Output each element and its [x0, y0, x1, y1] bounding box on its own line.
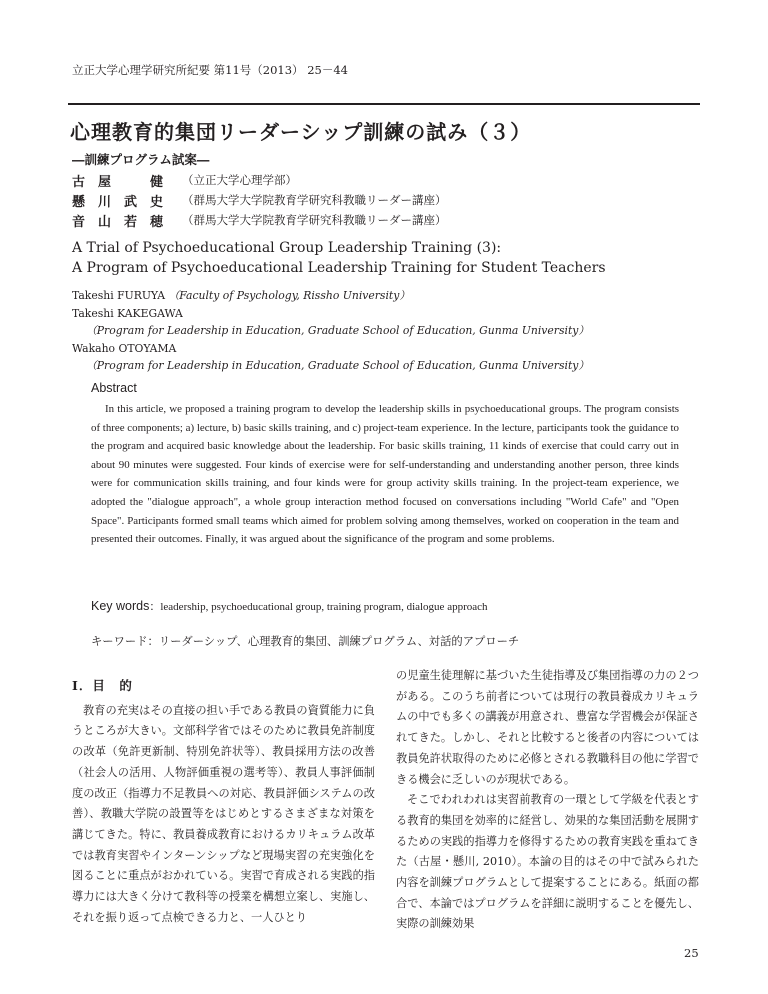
- author-en-name: Takeshi FURUYA: [72, 289, 166, 302]
- authors-english: [72, 287, 589, 375]
- body-paragraph: そこでわれわれは実習前教育の一環として学級を代表とする教育的集団を効率的に経営し、効果的な集団活動を展開するための実践的指導力を修得するための教育実践を重ねてきた（古屋・懸川, 2010）。本論の目的はその中で試みられた内容を訓練プログラムとして提案することにある。紙面の都合で、本論ではプログラムを詳細に説明することを優先し、実際の訓練効果: [396, 793, 699, 931]
- body-paragraph: 教育の充実はその直接の担い手である教員の資質能力に負うところが大きい。文部科学省ではそのために教員免許制度の改革（免許更新制、特別免許状等）、教員採用方法の改善（社会人の活用、人物評価重視の選考等）、教員人事評価制度の改正（指導力不足教員への対応、教員評価システムの改善）、教職大学院の設置等をはじめとするさまざまな対策を講じてきた。特に、教員養成教育におけるカリキュラム改革では教育実習やインターンシップなど現場実習の充実強化を図ることに重点がおかれている。実習で育成される実践的指導力には大きく分けて教科等の授業を構想立案し、実施し、それを振り返って点検できる力と、一人ひとり: [72, 703, 375, 924]
- authors-japanese: [72, 170, 447, 230]
- keywords-japanese: [91, 633, 519, 649]
- author-affiliation: （群馬大学大学院教育学研究科教職リーダー講座）: [182, 193, 447, 207]
- keywords-text: leadership, psychoeducational group, training program, dialogue approach: [160, 601, 488, 613]
- keywords-english: [91, 598, 488, 614]
- keywords-text: リーダーシップ、心理教育的集団、訓練プログラム、対話的アプローチ: [158, 635, 520, 648]
- body-paragraph: の児童生徒理解に基づいた生徒指導及び集団指導の力の２つがある。このうち前者については現行の教員養成カリキュラムの中でも多くの講義が用意され、豊富な学習機会が保証されてきた。しかし、それと比較すると後者の内容については教員免許状取得のために必修とされる教職科目の他に学習できる機会に乏しいのが現状である。: [396, 669, 699, 786]
- author-affiliation: （立正大学心理学部）: [182, 173, 297, 187]
- keywords-separator: ：: [147, 635, 159, 648]
- author-en-line: [72, 287, 589, 305]
- journal-header: 立正大学心理学研究所紀要 第11号（2013） 25－44: [72, 63, 348, 77]
- abstract-label: Abstract: [91, 381, 137, 395]
- keywords-label: Key words: [91, 599, 150, 613]
- body-column-right: [396, 666, 699, 935]
- author-row: [72, 190, 447, 210]
- abstract-paragraph: In this article, we proposed a training program to develop the leadership skills in psychoeducational groups. The program consists of three components; a) lecture, b) basic skills training, and c) project-team experience. In the lecture, participants took the guidance to the program and acquired basic knowledge about the leadership. For basic skills training, 11 kinds of exercise that could carry out in about 90 minutes were suggested. Four kinds of exercise were for self-understanding and understanding another person, three kinds were for communication skills training, and four kinds were for group activity skills training. In the project-team experience, we adopted the "dialogue approach", a whole group interaction method focused on conversations including "World Cafe" and "Open Space". Participants formed small teams which aimed for problem solving among themselves, worked on cooperation in the team and presented their outcomes. Finally, it was argued about the significance of the program and some problems.: [91, 403, 679, 546]
- author-name: 古 屋 健: [72, 174, 164, 190]
- title-english-line: A Trial of Psychoeducational Group Leadership Training (3):: [72, 240, 502, 256]
- author-name: 懸 川 武 史: [72, 194, 164, 210]
- author-en-name: Wakaho OTOYAMA: [72, 341, 177, 355]
- title-english: [72, 238, 606, 278]
- author-en-name: Takeshi KAKEGAWA: [72, 306, 183, 320]
- page-number: 25: [684, 946, 699, 960]
- subtitle-japanese: ―訓練プログラム試案―: [72, 152, 210, 167]
- abstract-body: [91, 400, 679, 549]
- author-en-affiliation: （Program for Leadership in Education, Graduate School of Education, Gunma University）: [86, 359, 590, 372]
- author-en-affiliation: （Faculty of Psychology, Rissho University）: [168, 289, 411, 302]
- author-name: 音 山 若 穂: [72, 214, 164, 230]
- author-row: [72, 170, 447, 190]
- author-en-affiliation: （Program for Leadership in Education, Graduate School of Education, Gunma University）: [86, 324, 590, 337]
- keywords-label: キーワード: [91, 635, 148, 648]
- header-rule: [68, 103, 700, 105]
- section-heading: Ⅰ．目 的: [72, 678, 133, 693]
- title-japanese: 心理教育的集団リーダーシップ訓練の試み（３）: [70, 120, 532, 144]
- body-column-left: [72, 666, 375, 928]
- keywords-separator: ：: [149, 601, 161, 613]
- title-english-line: A Program of Psychoeducational Leadership Training for Student Teachers: [72, 260, 606, 276]
- author-affiliation: （群馬大学大学院教育学研究科教職リーダー講座）: [182, 213, 447, 227]
- author-row: [72, 210, 447, 230]
